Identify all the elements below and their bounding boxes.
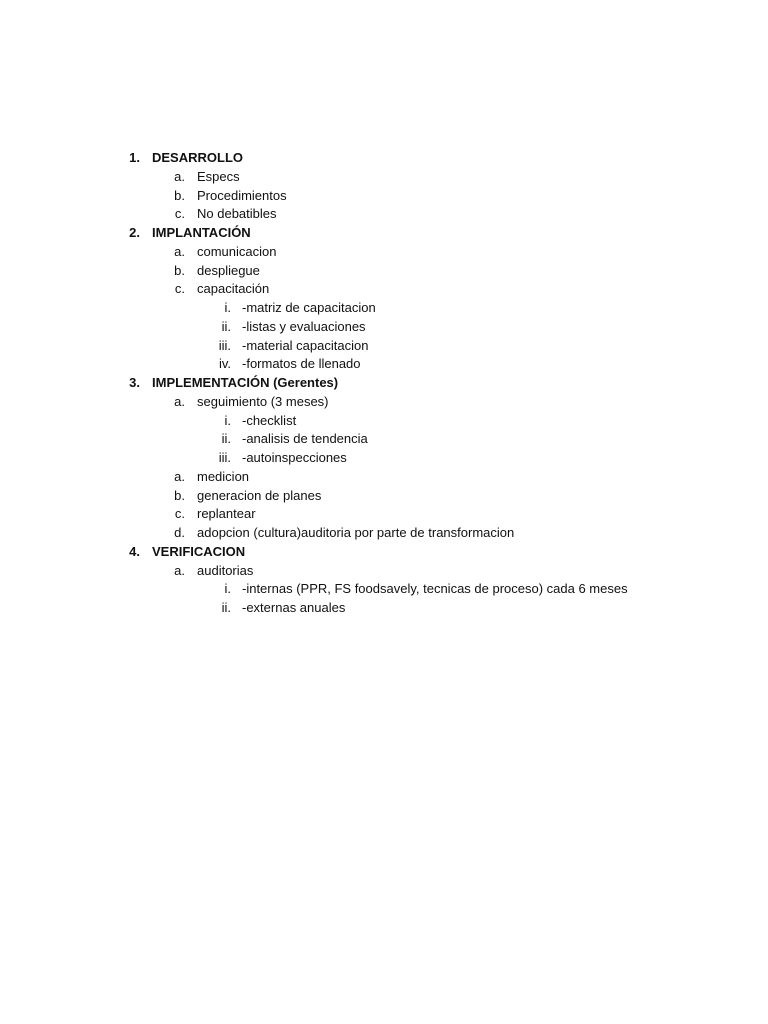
outline-item-level2 (0, 280, 768, 299)
list-letter: a. (174, 243, 185, 259)
outline-item-level2 (0, 243, 768, 262)
list-roman: iii. (218, 337, 231, 353)
list-item-text: auditorias (197, 562, 254, 578)
list-item-text: -checklist (242, 412, 297, 428)
list-letter: a. (174, 468, 185, 484)
section-heading: IMPLEMENTACIÓN (Gerentes) (152, 375, 339, 390)
outline-item-level2 (0, 393, 768, 412)
list-letter: c. (174, 506, 185, 522)
list-item-text: capacitación (197, 281, 270, 297)
outline-item-level2 (0, 562, 768, 581)
list-item-text: -material capacitacion (242, 337, 369, 353)
list-roman: ii. (221, 431, 231, 447)
list-item-text: Procedimientos (197, 187, 287, 203)
outline-item-level3 (0, 337, 768, 356)
list-item-text: Especs (197, 168, 240, 184)
section-heading: VERIFICACION (152, 543, 246, 559)
outline-item-level3 (0, 599, 768, 618)
outline-item-level2 (0, 524, 768, 543)
outline-item-level1 (0, 149, 768, 168)
list-letter: a. (174, 393, 185, 409)
list-number: 4. (129, 543, 140, 559)
list-letter: b. (174, 262, 185, 278)
list-letter: c. (174, 206, 185, 222)
outline-item-level2 (0, 487, 768, 506)
outline-item-level2 (0, 262, 768, 281)
outline-item-level2 (0, 168, 768, 187)
outline-item-level1 (0, 374, 768, 393)
list-item-text: No debatibles (197, 206, 277, 222)
list-item-text: generacion de planes (197, 487, 322, 503)
outline-item-level3 (0, 299, 768, 318)
section-heading: DESARROLLO (152, 150, 243, 165)
outline-item-level2 (0, 468, 768, 487)
outline-item-level1 (0, 224, 768, 243)
list-item-text: despliegue (197, 262, 260, 278)
list-item-text: medicion (197, 468, 250, 484)
list-roman: iv. (218, 356, 231, 372)
outline-item-level3 (0, 318, 768, 337)
list-letter: a. (174, 562, 185, 578)
list-number: 2. (129, 225, 140, 240)
list-item-text: adopcion (cultura)auditoria por parte de transformacion (197, 525, 515, 540)
list-letter: c. (174, 281, 185, 297)
outline-item-level3 (0, 355, 768, 374)
outline-item-level3 (0, 580, 768, 599)
list-item-text: seguimiento (3 meses) (197, 393, 329, 409)
outline-item-level3 (0, 430, 768, 449)
list-roman: i. (224, 300, 231, 315)
list-number: 1. (129, 150, 140, 165)
outline-item-level3 (0, 449, 768, 468)
numbered-outline (0, 149, 768, 618)
list-item-text: -listas y evaluaciones (242, 318, 366, 334)
list-item-text: -formatos de llenado (242, 356, 361, 372)
list-letter: d. (174, 525, 185, 540)
list-roman: ii. (221, 600, 231, 615)
list-number: 3. (129, 375, 140, 390)
list-item-text: -autoinspecciones (242, 450, 347, 465)
list-letter: b. (174, 487, 185, 503)
outline-item-level2 (0, 187, 768, 206)
outline-item-level2 (0, 205, 768, 224)
list-item-text: -externas anuales (242, 600, 346, 615)
outline-item-level3 (0, 412, 768, 431)
list-letter: b. (174, 187, 185, 203)
list-item-text: -analisis de tendencia (242, 431, 368, 447)
list-item-text: -internas (PPR, FS foodsavely, tecnicas de proceso) cada 6 meses (242, 581, 628, 597)
list-roman: i. (224, 581, 231, 597)
list-roman: i. (224, 412, 231, 428)
section-heading: IMPLANTACIÓN (152, 225, 251, 240)
outline-item-level2 (0, 505, 768, 524)
list-letter: a. (174, 168, 185, 184)
list-item-text: comunicacion (197, 243, 277, 259)
list-roman: ii. (221, 318, 231, 334)
list-roman: iii. (218, 450, 231, 465)
outline-item-level1 (0, 543, 768, 562)
list-item-text: -matriz de capacitacion (242, 300, 376, 315)
list-item-text: replantear (197, 506, 256, 522)
